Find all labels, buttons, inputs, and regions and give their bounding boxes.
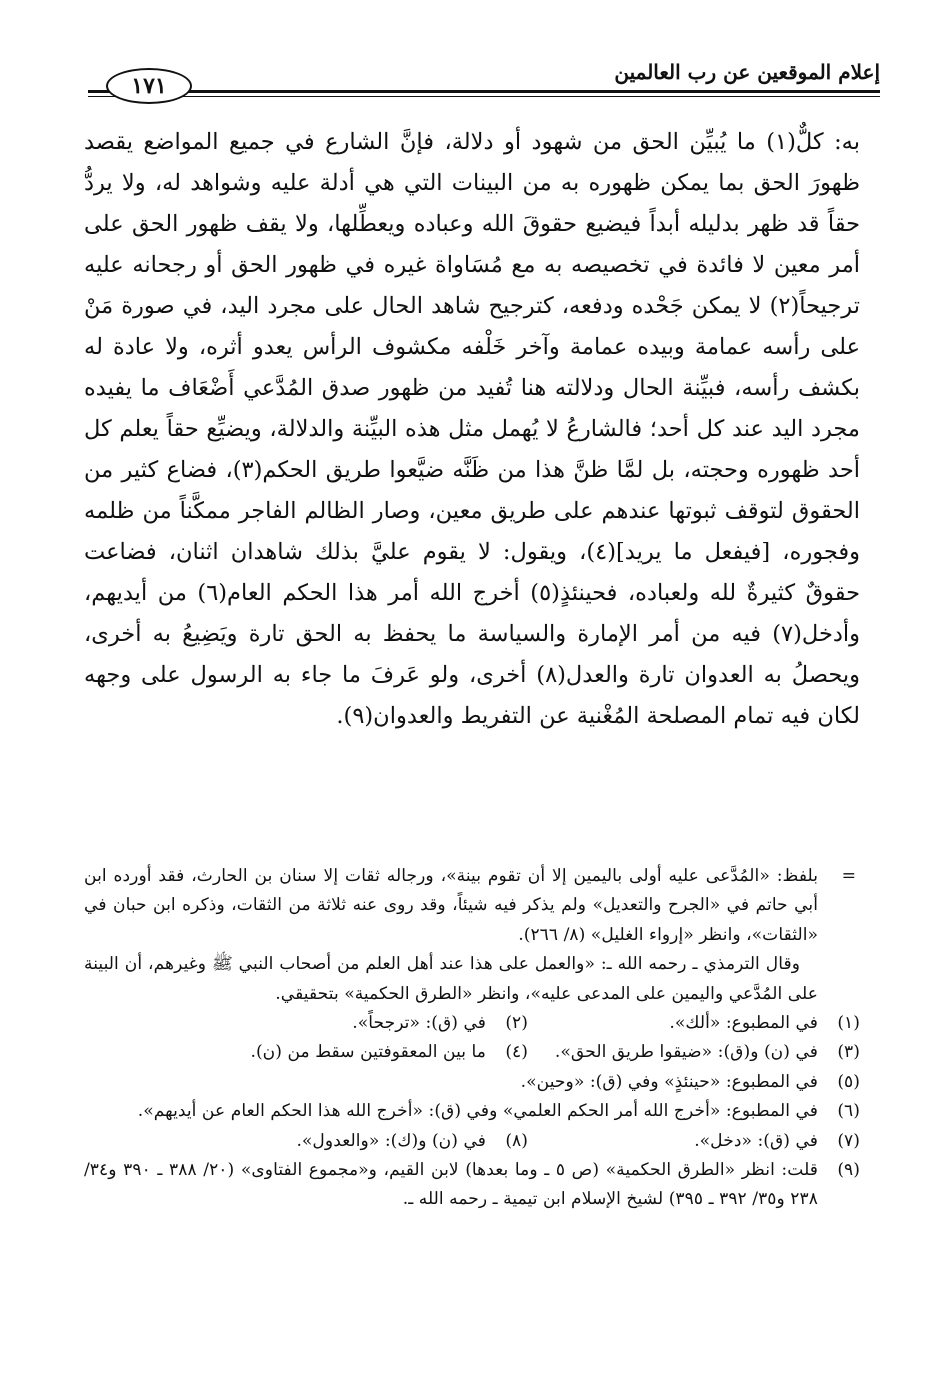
footnote-number: (٧) [837,1130,860,1151]
footnote-number: (٩) [837,1160,860,1181]
footnote-number: (٨) [505,1130,528,1151]
footnote-number: (٥) [837,1071,860,1092]
footnote-number: (٦) [837,1101,860,1122]
footnotes [84,862,860,1215]
footnote-text: ما بين المعقوفتين سقط من (ن). [250,1042,486,1063]
footnote-number: (١) [837,1013,860,1034]
page-number: ١٧١ [106,68,192,104]
footnote-text: قلت: انظر «الطرق الحكمية» (ص ٥ ـ وما بعدها) لابن القيم، و«مجموع الفتاوى» (٢٠/ ٣٨٨ ـ ٣٩٠ و٣٤/ ٢٣٨ و٣٥/ ٣٩٢ ـ ٣٩٥) لشيخ الإسلام ابن تيمية ـ رحمه الله ـ. [84,1160,818,1210]
main-text [84,122,860,737]
body-paragraph: به: كلٌّ(١) ما يُبيِّن الحق من شهود أو دلالة، فإنَّ الشارع في جميع المواضع يقصد ظهورَ الحق بما يمكن ظهوره به من البينات التي هي أدلة عليه وشواهد له، ولا يردُّ حقاً قد ظهر بدليله أبداً فيضيع حقوقَ الله وعباده ويعطِّلها، ولا يقف ظهور الحق على أمر معين لا فائدة في تخصيصه به مع مُسَاواة غيره في ظهور الحق أو رجحانه عليه ترجيحاً(٢) لا يمكن جَحْده ودفعه، كترجيح شاهد الحال على مجرد اليد، في صورة مَنْ على رأسه عمامة وبيده عمامة وآخر خَلْفه مكشوف الرأس يعدو أثره، ولا عادة له بكشف رأسه، فبيِّنة الحال ودلالته هنا تُفيد من ظهور صدق المُدَّعي أَضْعَاف ما يفيده مجرد اليد عند كل أحد؛ فالشارعُ لا يُهمل مثل هذه البيِّنة والدلالة، ويضيِّع حقاً يعلم كل أحد ظهوره وحجته، بل لمَّا ظنَّ هذا من ظَنَّه ضيَّعوا طريق الحكم(٣)، فضاع كثير من الحقوق لتوقف ثبوتها عندهم على طريق معين، وصار الظالم الفاجر ممكَّناً من ظلمه وفجوره، [فيفعل ما يريد](٤)، ويقول: لا يقوم عليَّ بذلك شاهدان اثنان، فضاعت حقوقٌ كثيرةٌ لله ولعباده، فحينئذٍ(٥) أخرج الله أمر هذا الحكم العام(٦) من أيديهم، وأدخل(٧) فيه من أمر الإمارة والسياسة ما يحفظ به الحق تارة ويَضِيعُ به أخرى، ويحصلُ به العدوان تارة والعدل(٨) أخرى، ولو عَرفَ ما جاء به الرسول على وجهه لكان فيه تمام المصلحة المُغْنية عن التفريط والعدوان(٩). [84,129,860,729]
footnote-text: في المطبوع: «حينئذٍ» وفي (ق): «وحين». [520,1071,818,1092]
header-rule [88,90,880,93]
footnote-number: (٣) [837,1042,860,1063]
footnote-row [84,1156,860,1215]
footnote-row [84,1068,860,1097]
footnote-continuation-text: بلفظ: «المُدَّعى عليه أولى باليمين إلا أن تقوم بينة»، ورجاله ثقات إلا سنان بن الحارث، فقد أورده ابن أبي حاتم في «الجرح والتعديل» ولم يذكر فيه شيئاً، وقد روى عنه ثلاثة من الثقات، وذكره ابن حبان في «الثقات»، وانظر «إرواء الغليل» (٨/ ٢٦٦). [84,866,818,945]
footnote-text: في (ن) و(ق): «ضيقوا طريق الحق». [554,1042,818,1063]
footnote-row [84,1009,860,1038]
footnote-text: في (ن) و(ك): «والعدول». [296,1130,486,1151]
book-title: إعلام الموقعين عن رب العالمين [614,60,880,84]
footnote-row [84,1127,860,1156]
footnote-number: (٤) [505,1042,528,1063]
footnote-row [84,1038,860,1067]
footnote-text: في المطبوع: «ألك». [669,1013,818,1034]
footnote-continuation-text: وقال الترمذي ـ رحمه الله ـ: «والعمل على هذا عند أهل العلم من أصحاب النبي ﷺ وغيرهم، أن البينة على المُدَّعي واليمين على المدعى عليه»، وانظر «الطرق الحكمية» بتحقيقي. [84,954,818,1004]
footnote-text: في المطبوع: «أخرج الله أمر الحكم العلمي» وفي (ق): «أخرج الله هذا الحكم العام عن أيديهم». [137,1101,818,1122]
footnote-continuation [84,862,860,1009]
footnote-number: (٢) [505,1013,528,1034]
header-rule-thin [88,96,880,97]
running-header [88,50,880,100]
footnote-row [84,1097,860,1126]
footnote-text: في (ق): «دخل». [694,1130,818,1151]
continuation-mark: = [841,866,856,886]
footnote-text: في (ق): «ترجحاً». [352,1013,486,1034]
